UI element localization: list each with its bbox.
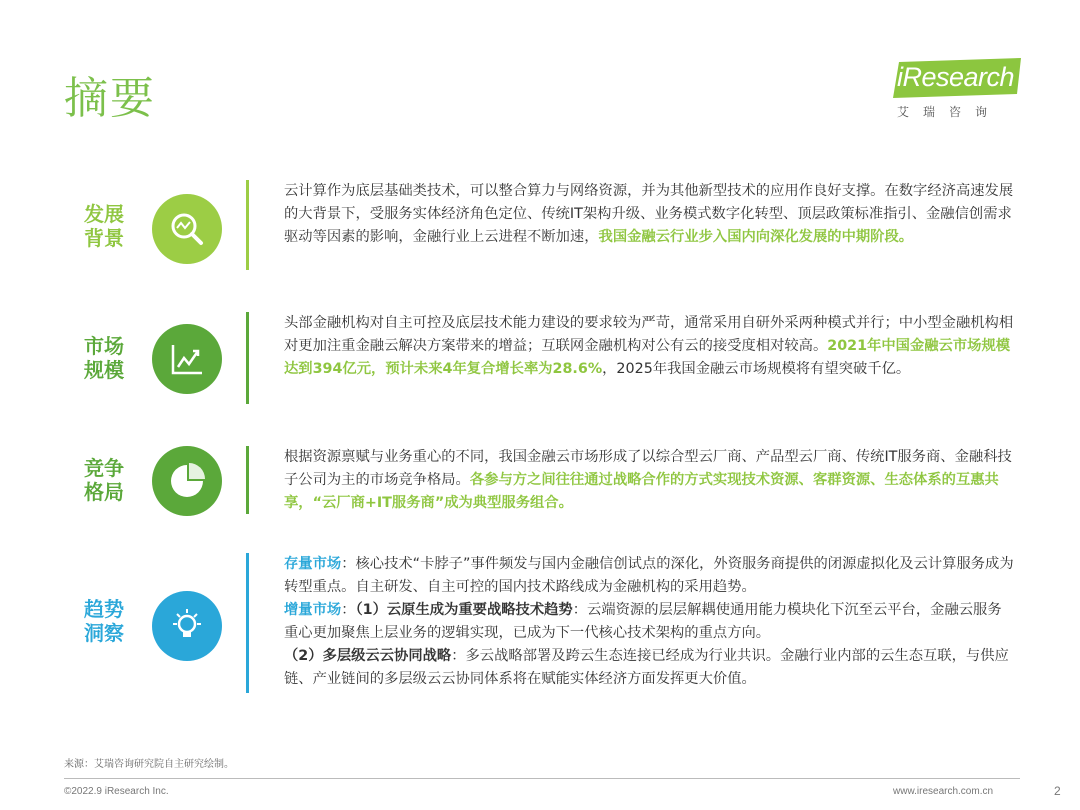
section-label: 市场规模 <box>84 334 124 382</box>
logo-subtitle: 艾瑞咨询 <box>897 105 1002 119</box>
highlight-text: 各参与方之间往往通过战略合作的方式实现技术资源、客群资源、生态体系的互惠共享，“云厂商+IT服务商”成为典型服务组合。 <box>284 472 999 511</box>
highlight-text: 我国金融云行业步入国内向深化发展的中期阶段。 <box>598 229 914 245</box>
section-label: 竞争格局 <box>84 456 124 504</box>
section-text: 根据资源禀赋与业务重心的不同，我国金融云市场形成了以综合型云厂商、产品型云厂商、传统IT服务商、金融科技子公司为主的市场竞争格局。各参与方之间往往通过战略合作的方式实现技术资源、客群资源、生态体系的互惠共享，“云厂商+IT服务商”成为典型服务组合。 <box>284 449 1012 511</box>
page-title: 摘要 <box>64 73 156 124</box>
copyright: ©2022.9 iResearch Inc. <box>64 786 169 797</box>
section-divider <box>246 312 249 404</box>
page-number: 2 <box>1054 784 1061 798</box>
section-label: 趋势洞察 <box>84 597 124 645</box>
logo-text: iResearch <box>897 62 1015 92</box>
highlight-text: 2021年中国金融云市场规模达到394亿元，预计未来4年复合增长率为28.6% <box>284 338 1011 377</box>
section-divider <box>246 180 249 270</box>
stock-market-label: 存量市场 <box>284 556 342 572</box>
section-text: 云计算作为底层基础类技术，可以整合算力与网络资源，并为其他新型技术的应用作良好支撑。在数字经济高速发展的大背景下，受服务实体经济角色定位、传统IT架构升级、业务模式数字化转型、顶层政策标准指引、金融信创需求驱动等因素的影响，金融行业上云进程不断加速，我国金融云行业步入国内向深化发展的中期阶段。 <box>284 183 1014 245</box>
website-link[interactable]: www.iresearch.com.cn <box>893 786 994 797</box>
iresearch-logo <box>893 58 1028 128</box>
pie-chart-icon <box>152 446 222 516</box>
incremental-market-label: 增量市场 <box>284 602 342 618</box>
section-divider <box>246 553 249 693</box>
section-divider <box>246 446 249 514</box>
section-label: 发展背景 <box>84 202 124 250</box>
line-chart-icon <box>152 324 222 394</box>
search-analytics-icon <box>152 194 222 264</box>
footer-divider <box>64 778 1020 779</box>
source-note: 来源：艾瑞咨询研究院自主研究绘制。 <box>64 759 234 770</box>
lightbulb-icon <box>152 591 222 661</box>
section-text: 存量市场：核心技术“卡脖子”事件频发与国内金融信创试点的深化，外资服务商提供的闭源虚拟化及云计算服务成为转型重点。自主研发、自主可控的国内技术路线成为金融机构的采用趋势。 增量市场：（1）云原生成为重要战略技术趋势：云端资源的层层解耦使通用能力模块化下沉至云平台，金融云服务重心更加聚焦上层业务的逻辑实现，已成为下一代核心技术架构的重点方向。 （2）多层级云云协同战略：多云战略部署及跨云生态连接已经成为行业共识。金融行业内部的云生态互联，与供应链、产业链间的多层级云云协同体系将在赋能实体经济方面发挥更大价值。 <box>284 556 1014 687</box>
section-text: 头部金融机构对自主可控及底层技术能力建设的要求较为严苛，通常采用自研外采两种模式并行；中小型金融机构相对更加注重金融云解决方案带来的增益；互联网金融机构对公有云的接受度相对较高。2021年中国金融云市场规模达到394亿元，预计未来4年复合增长率为28.6%，2025年我国金融云市场规模将有望突破千亿。 <box>284 315 1014 377</box>
